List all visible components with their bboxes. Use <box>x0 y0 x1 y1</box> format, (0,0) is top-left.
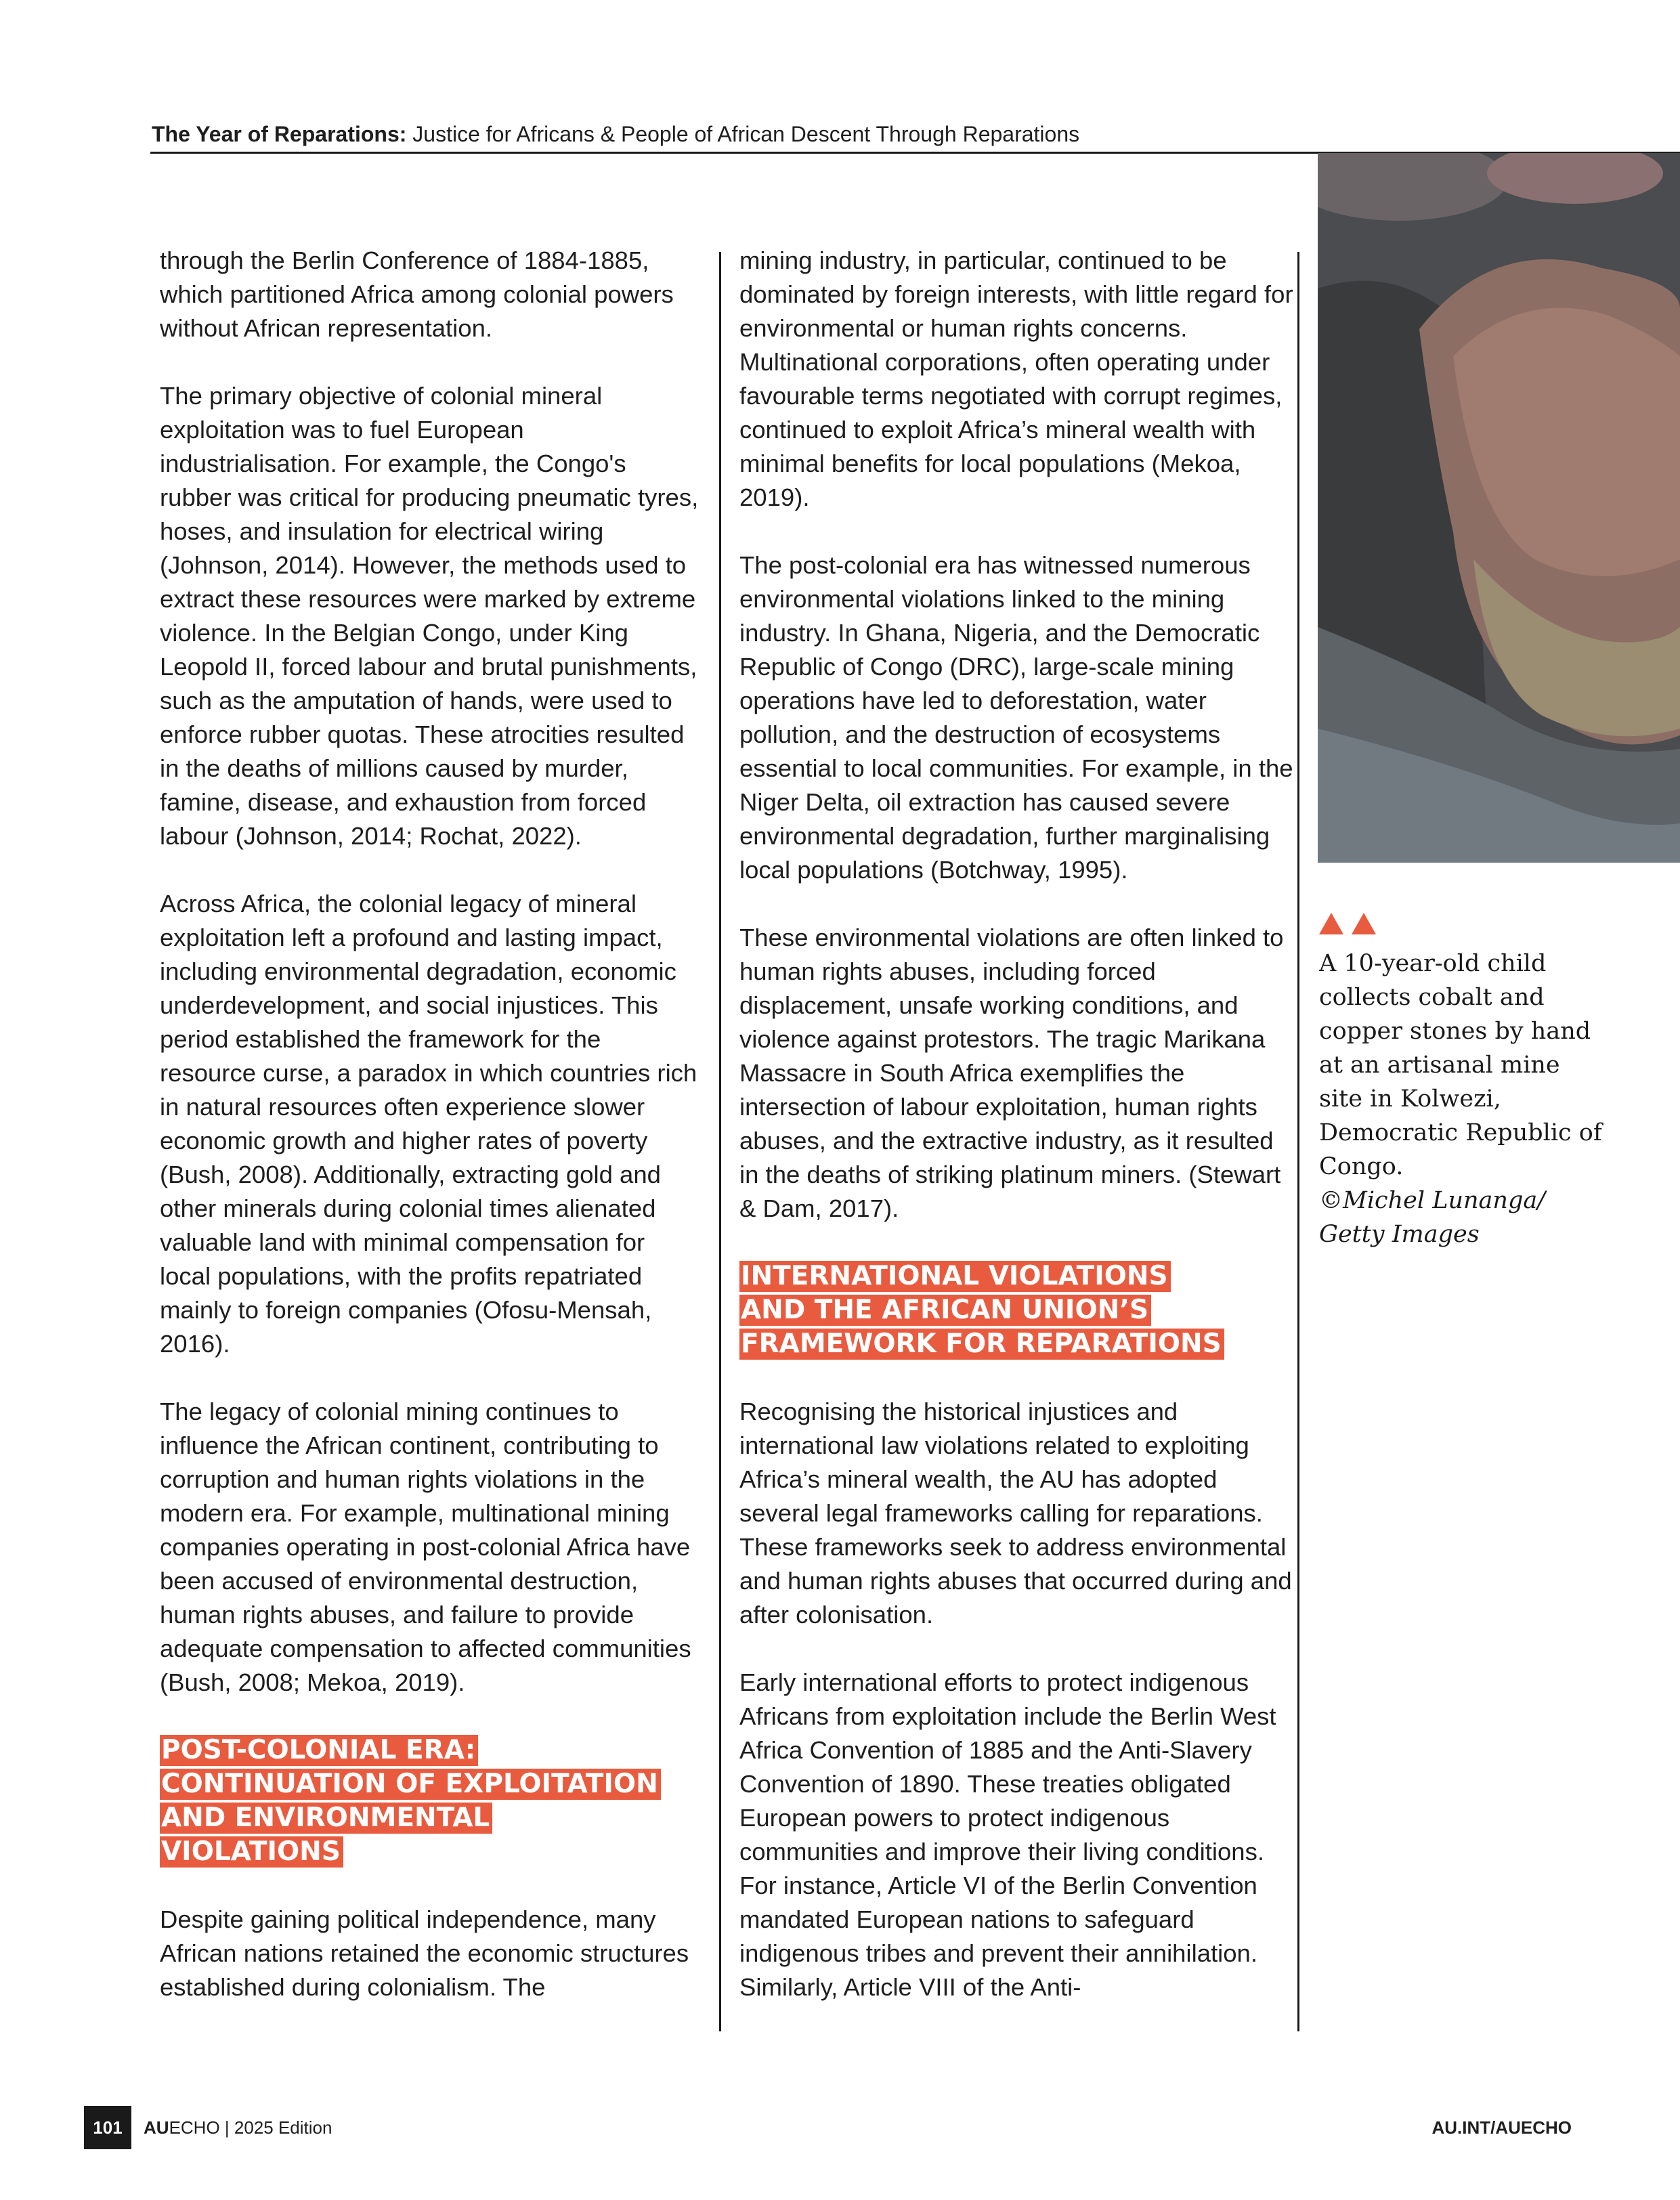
section-heading-international-violations <box>739 1259 1295 1361</box>
paragraph: Despite gaining political independence, many African nations retained the economic structures established during colonialism. The <box>160 1905 689 2001</box>
caption-credit: ©Michel Lunanga/ Getty Images <box>1319 1187 1546 1248</box>
publication-name <box>144 2115 332 2140</box>
section-heading-post-colonial <box>160 1733 702 1869</box>
paragraph: The primary objective of colonial mineral exploitation was to fuel European industrialisation. For example, the Congo's rubber was critical for producing pneumatic tyres, hoses, and insulation for electrical wiring (Johnson, 2014). However, the methods used to extract these resources were marked by extreme violence. In the Belgian Congo, under King Leopold II, forced labour and brutal punishments, such as the amputation of hands, were used to enforce rubber quotas. These atrocities resulted in the deaths of millions caused by murder, famine, disease, and exhaustion from forced labour (Johnson, 2014; Rochat, 2022). <box>160 382 699 850</box>
left-column <box>160 244 702 2038</box>
heading-line: CONTINUATION OF EXPLOITATION <box>160 1769 661 1800</box>
paragraph: Across Africa, the colonial legacy of mineral exploitation left a profound and lasting impact, including environmental degradation, economic underdevelopment, and social injustices. This period established the framework for the resource curse, a paradox in which countries rich in natural resources often experience slower economic growth and higher rates of poverty (Bush, 2008). Additionally, extracting gold and other minerals during colonial times alienated valuable land with minimal compensation for local populations, with the profits repatriated mainly to foreign companies (Ofosu-Mensah, 2016). <box>160 890 697 1358</box>
paragraph: Recognising the historical injustices and international law violations related to exploiting Africa’s mineral wealth, the AU has adopted several legal frameworks calling for reparations. These frameworks seek to address environmental and human rights abuses that occurred during and after colonisation. <box>739 1398 1292 1629</box>
heading-line: POST-COLONIAL ERA: <box>160 1735 478 1766</box>
paragraph: mining industry, in particular, continued to be dominated by foreign interests, with little regard for environmental or human rights concerns. Multinational corporations, often operating under favourable terms negotiated with corrupt regimes, continued to exploit Africa’s mineral wealth with minimal benefits for local populations (Mekoa, 2019). <box>739 246 1293 511</box>
header-title-bold: The Year of Reparations: <box>152 122 407 146</box>
running-header <box>152 121 1316 148</box>
caption-text: A 10-year-old child collects cobalt and copper stones by hand at an artisanal mine site in Kolwezi, Democratic Republic of Congo. <box>1319 950 1602 1180</box>
double-up-triangle-icon <box>1318 911 1385 936</box>
heading-line: AND ENVIRONMENTAL <box>160 1803 492 1834</box>
photo-illustration <box>1318 153 1680 863</box>
heading-line: INTERNATIONAL VIOLATIONS <box>739 1261 1171 1292</box>
mine-site-photo <box>1318 153 1680 863</box>
photo-caption <box>1319 947 1603 1251</box>
paragraph: through the Berlin Conference of 1884-1885, which partitioned Africa among colonial powers without African representation. <box>160 246 674 342</box>
column-divider-left <box>719 252 721 2031</box>
header-title-rest: Justice for Africans & People of African Descent Through Reparations <box>412 122 1080 146</box>
paragraph: The legacy of colonial mining continues to influence the African continent, contributing to corruption and human rights violations in the modern era. For example, multinational mining companies operating in post-colonial Africa have been accused of environmental destruction, human rights abuses, and failure to provide adequate compensation to affected communities (Bush, 2008; Mekoa, 2019). <box>160 1398 691 1696</box>
website-url[interactable]: AU.INT/AUECHO <box>1431 2117 1572 2138</box>
heading-line: VIOLATIONS <box>160 1836 343 1868</box>
page-number: 101 <box>84 2106 131 2149</box>
paragraph: These environmental violations are often linked to human rights abuses, including forced displacement, unsafe working conditions, and violence against protestors. The tragic Marikana Massacre in South Africa exemplifies the intersection of labour exploitation, human rights abuses, and the extractive industry, as it resulted in the deaths of striking platinum miners. (Stewart & Dam, 2017). <box>739 924 1284 1222</box>
publication-bold: AU <box>144 2117 169 2138</box>
paragraph: The post-colonial era has witnessed numerous environmental violations linked to the mining industry. In Ghana, Nigeria, and the Democratic Republic of Congo (DRC), large-scale mining operations have led to deforestation, water pollution, and the destruction of ecosystems essential to local communities. For example, in the Niger Delta, oil extraction has caused severe environmental degradation, further marginalising local populations (Botchway, 1995). <box>739 551 1293 884</box>
paragraph: Early international efforts to protect indigenous Africans from exploitation include the Berlin West Africa Convention of 1885 and the Anti-Slavery Convention of 1890. These treaties obligated European powers to protect indigenous communities and improve their living conditions. For instance, Article VI of the Berlin Convention mandated European nations to safeguard indigenous tribes and prevent their annihilation. Similarly, Article VIII of the Anti- <box>739 1668 1276 2001</box>
column-divider-right <box>1297 252 1299 2031</box>
heading-line: FRAMEWORK FOR REPARATIONS <box>739 1329 1224 1360</box>
heading-line: AND THE AFRICAN UNION’S <box>739 1295 1151 1326</box>
middle-column <box>739 244 1295 2038</box>
publication-rest: ECHO | 2025 Edition <box>169 2117 332 2138</box>
